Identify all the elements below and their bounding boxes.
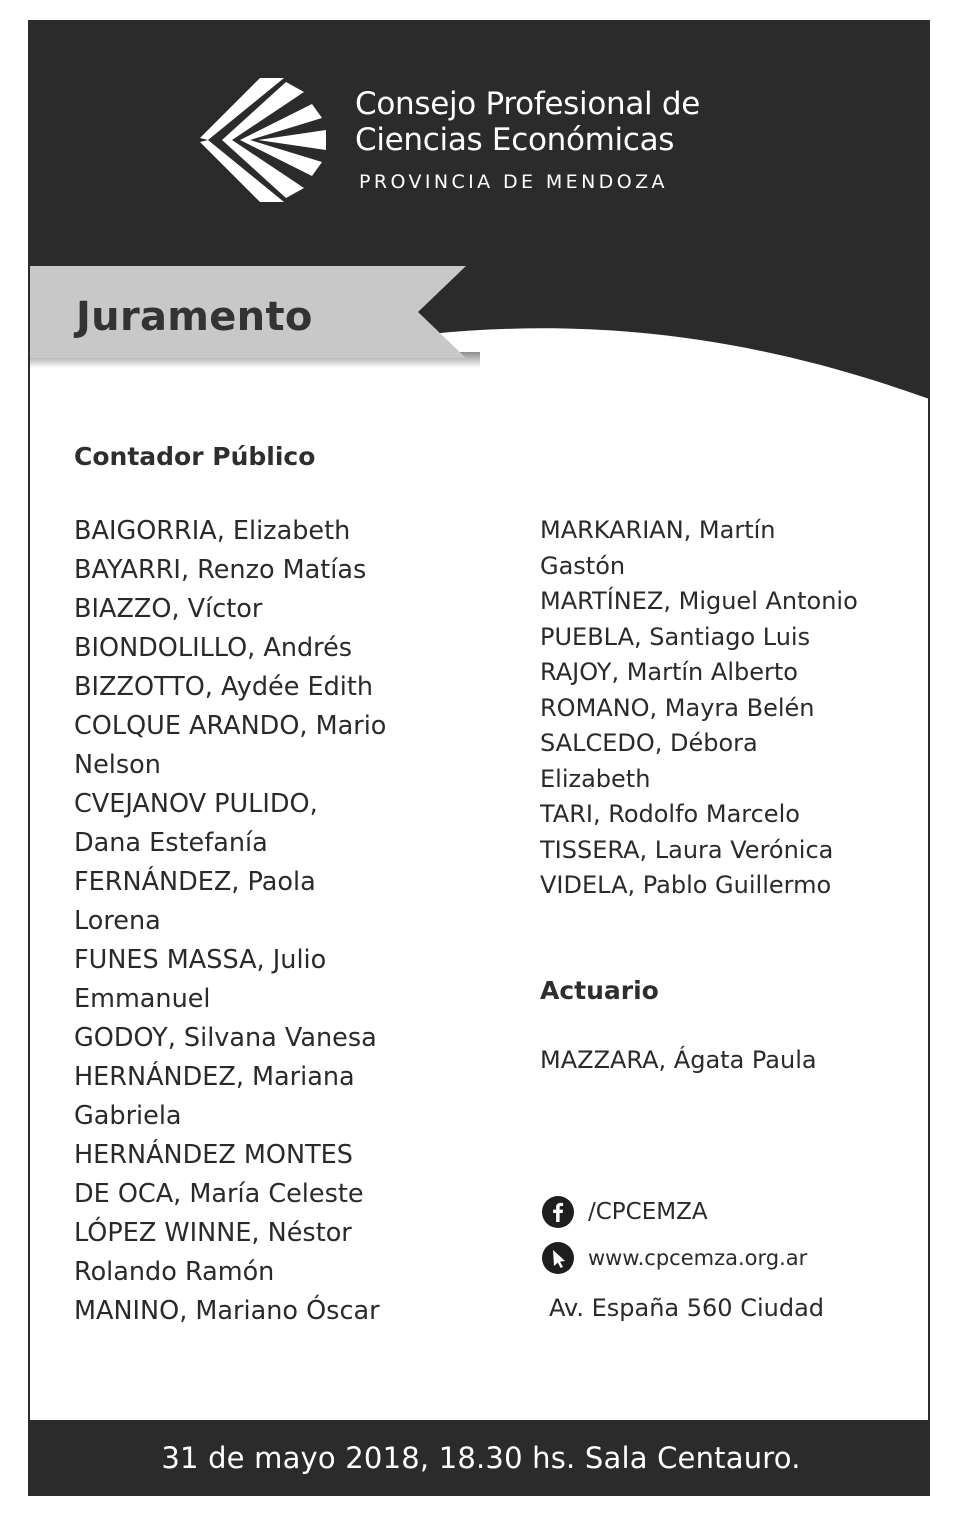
org-name-line2: Ciencias Económicas xyxy=(355,122,675,158)
actuario-name: MAZZARA, Ágata Paula xyxy=(540,1046,817,1074)
facebook-handle: /CPCEMZA xyxy=(588,1199,708,1225)
notice-frame xyxy=(28,20,930,1496)
list-item: Nelson xyxy=(74,750,161,780)
list-item: Dana Estefanía xyxy=(74,828,268,858)
list-item: VIDELA, Pablo Guillermo xyxy=(540,871,832,899)
list-item: FUNES MASSA, Julio xyxy=(74,945,327,975)
list-item: Gastón xyxy=(540,551,626,580)
list-item: SALCEDO, Débora xyxy=(540,729,758,757)
list-item: BIONDOLILLO, Andrés xyxy=(74,633,353,663)
list-item: DE OCA, María Celeste xyxy=(74,1179,364,1209)
list-item: HERNÁNDEZ MONTES xyxy=(74,1140,353,1170)
website-url: www.cpcemza.org.ar xyxy=(588,1246,808,1270)
list-item: Emmanuel xyxy=(74,984,211,1014)
list-item: BAYARRI, Renzo Matías xyxy=(74,555,367,585)
section-title-actuario: Actuario xyxy=(540,976,659,1005)
cpce-logo-icon xyxy=(200,74,332,206)
address: Av. España 560 Ciudad xyxy=(549,1294,825,1322)
org-name-line1: Consejo Profesional de xyxy=(355,86,701,122)
website-contact[interactable] xyxy=(542,1242,807,1274)
banner-title: Juramento xyxy=(76,294,313,340)
list-item: RAJOY, Martín Alberto xyxy=(540,658,798,686)
list-item: MARKARIAN, Martín xyxy=(540,516,776,544)
list-item: BIZZOTTO, Aydée Edith xyxy=(74,672,374,702)
list-item: Elizabeth xyxy=(540,764,651,793)
list-item: MARTÍNEZ, Miguel Antonio xyxy=(540,587,858,615)
facebook-icon xyxy=(542,1196,574,1228)
list-item: MANINO, Mariano Óscar xyxy=(74,1296,380,1326)
list-item: BIAZZO, Víctor xyxy=(74,594,263,624)
list-item: Rolando Ramón xyxy=(74,1257,275,1287)
facebook-contact[interactable] xyxy=(542,1196,708,1228)
list-item: COLQUE ARANDO, Mario xyxy=(74,711,387,741)
list-item: FERNÁNDEZ, Paola xyxy=(74,867,316,897)
list-item: Lorena xyxy=(74,906,161,936)
list-item: Gabriela xyxy=(74,1101,182,1131)
cursor-icon xyxy=(542,1242,574,1274)
contador-list-right xyxy=(540,513,920,904)
list-item: ROMANO, Mayra Belén xyxy=(540,693,815,722)
list-item: PUEBLA, Santiago Luis xyxy=(540,622,811,651)
list-item: BAIGORRIA, Elizabeth xyxy=(74,516,351,546)
list-item: CVEJANOV PULIDO, xyxy=(74,789,318,819)
org-province: PROVINCIA DE MENDOZA xyxy=(359,171,668,193)
footer-event-info: 31 de mayo 2018, 18.30 hs. Sala Centauro. xyxy=(30,1420,930,1496)
list-item: TISSERA, Laura Verónica xyxy=(540,835,834,864)
list-item: TARI, Rodolfo Marcelo xyxy=(540,800,800,828)
contador-list-left xyxy=(74,512,474,1331)
list-item: GODOY, Silvana Vanesa xyxy=(74,1023,377,1053)
list-item: LÓPEZ WINNE, Néstor xyxy=(74,1218,352,1248)
section-title-contador: Contador Público xyxy=(74,442,316,471)
list-item: HERNÁNDEZ, Mariana xyxy=(74,1062,355,1092)
